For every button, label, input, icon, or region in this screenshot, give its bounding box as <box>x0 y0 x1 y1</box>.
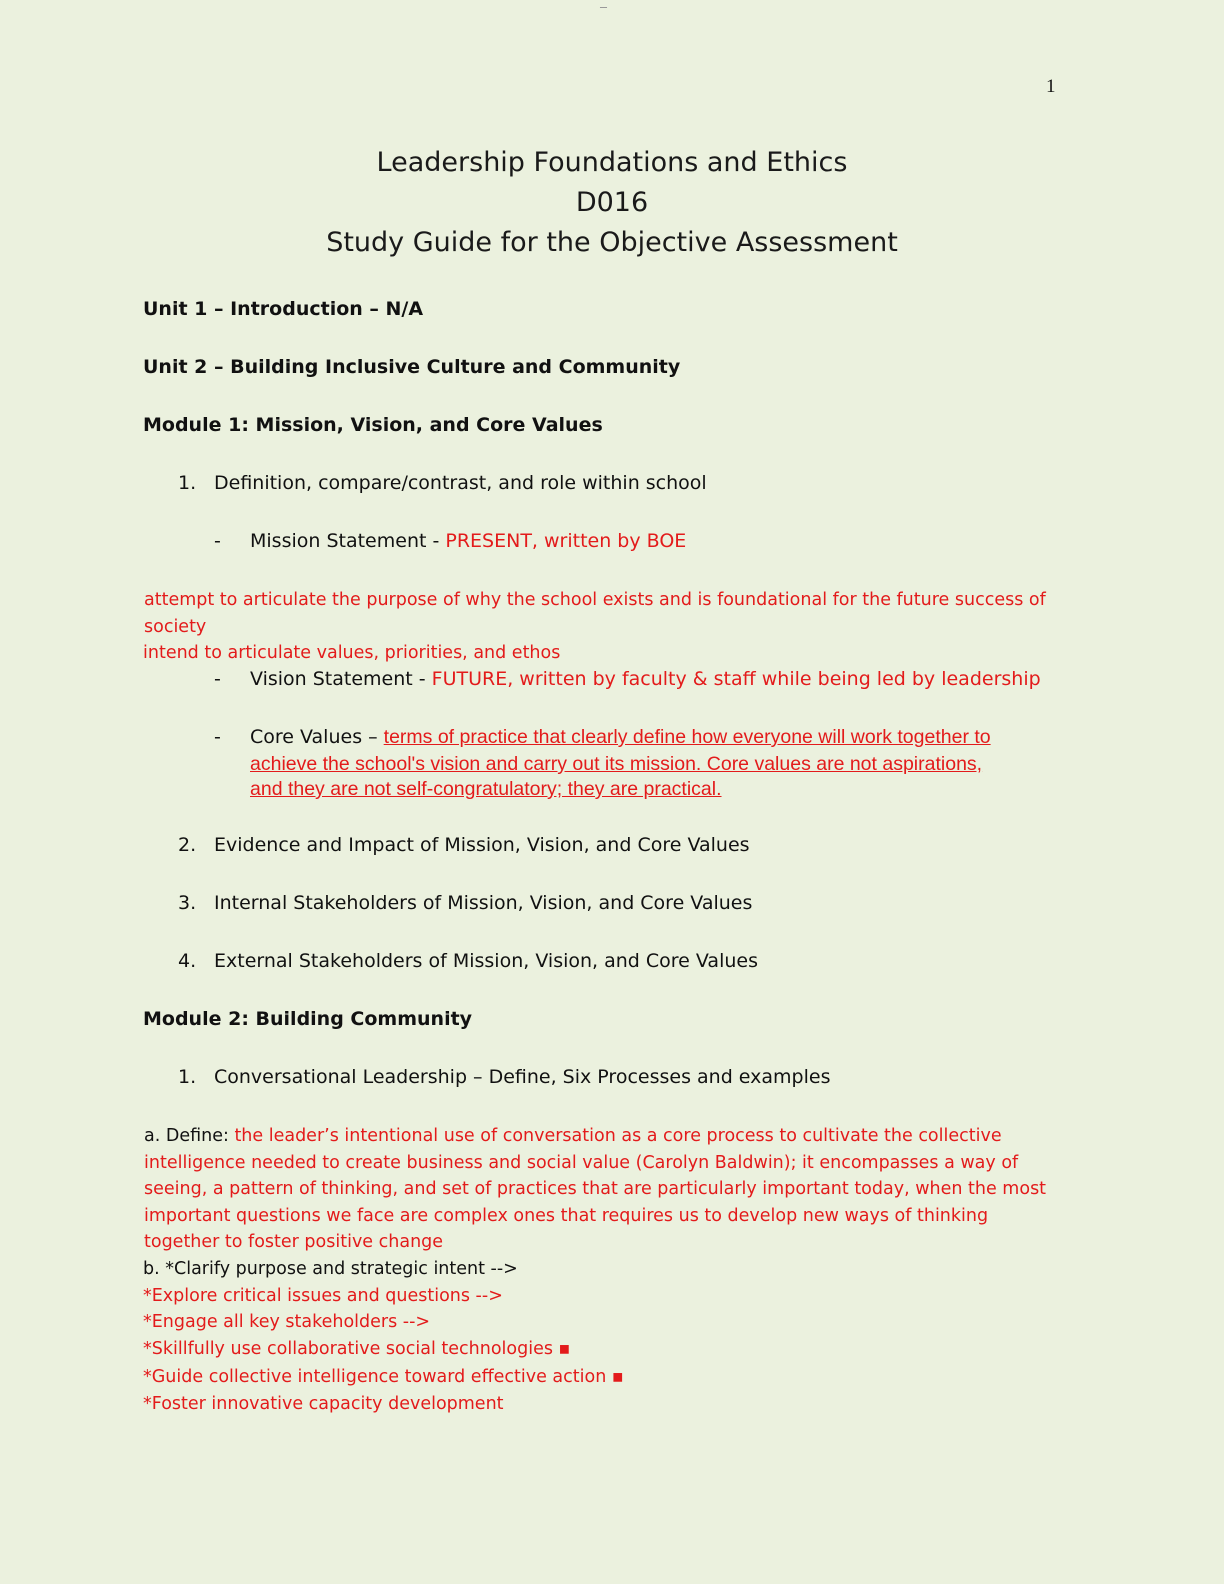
title-line-1: Leadership Foundations and Ethics <box>376 147 848 178</box>
mission-answer: PRESENT, written by BOE <box>445 530 687 552</box>
list-item <box>178 950 758 972</box>
unit-1-heading: Unit 1 – Introduction – N/A <box>143 298 424 320</box>
dash-bullet: - <box>214 530 221 552</box>
page-number: 1 <box>1046 76 1056 97</box>
core-values-item <box>214 726 991 749</box>
dash-bullet: - <box>214 668 221 690</box>
core-values-answer-line-1: terms of practice that clearly define how everyone will work together to <box>383 726 991 748</box>
list-number: 1. <box>178 472 197 494</box>
module-2-heading: Module 2: Building Community <box>143 1008 473 1030</box>
module-1-heading: Module 1: Mission, Vision, and Core Values <box>143 414 603 436</box>
list-number: 1. <box>178 1066 197 1088</box>
define-paragraph <box>144 1123 1064 1256</box>
list-text: Conversational Leadership – Define, Six Processes and examples <box>214 1066 831 1088</box>
list-text: Evidence and Impact of Mission, Vision, and Core Values <box>214 834 750 856</box>
core-values-answer-line-2: achieve the school's vision and carry out its mission. Core values are not aspirations, <box>250 753 983 775</box>
mission-label: Mission Statement - <box>250 530 446 552</box>
top-mark: __ <box>600 0 607 8</box>
list-item <box>178 1066 830 1088</box>
process-item: *Guide collective intelligence toward effective action ▪ <box>143 1367 624 1387</box>
process-b-line: b. *Clarify purpose and strategic intent --> <box>143 1259 518 1279</box>
unit-2-heading: Unit 2 – Building Inclusive Culture and Community <box>143 356 681 378</box>
mission-note-2: intend to articulate values, priorities, and ethos <box>143 643 561 663</box>
mission-note-1: attempt to articulate the purpose of why the school exists and is foundational for the future success of society <box>144 590 1046 637</box>
process-item: *Skillfully use collaborative social technologies ▪ <box>143 1339 571 1359</box>
title-line-2: D016 <box>575 187 649 218</box>
list-item <box>178 834 750 856</box>
core-values-answer-line-3: and they are not self-congratulatory; they are practical. <box>250 778 722 800</box>
process-item: *Foster innovative capacity development <box>143 1394 504 1414</box>
define-text: the leader’s intentional use of conversation as a core process to cultivate the collective intelligence needed to create business and social value (Carolyn Baldwin); it encompasses a way of seeing, a pattern of thinking, and set of practices that are particularly important today, when the most important questions we face are complex ones that requires us to develop new ways of thinking together to foster positive change <box>144 1126 1047 1252</box>
list-text: External Stakeholders of Mission, Vision, and Core Values <box>214 950 758 972</box>
mission-statement-item <box>214 530 686 552</box>
dash-bullet: - <box>214 726 221 748</box>
define-label: a. Define: <box>144 1126 235 1146</box>
title-line-3: Study Guide for the Objective Assessment <box>326 227 898 258</box>
process-item: *Explore critical issues and questions --> <box>143 1286 503 1306</box>
list-text: Internal Stakeholders of Mission, Vision, and Core Values <box>214 892 753 914</box>
list-number: 4. <box>178 950 197 972</box>
document-title <box>0 143 1224 263</box>
list-text: Definition, compare/contrast, and role within school <box>214 472 707 494</box>
list-number: 2. <box>178 834 197 856</box>
list-item <box>178 892 752 914</box>
core-values-label: Core Values – <box>250 726 384 748</box>
vision-answer: FUTURE, written by faculty & staff while being led by leadership <box>431 668 1041 690</box>
vision-statement-item <box>214 668 1041 690</box>
list-item <box>178 472 707 494</box>
process-item: *Engage all key stakeholders --> <box>143 1312 431 1332</box>
list-number: 3. <box>178 892 197 914</box>
vision-label: Vision Statement - <box>250 668 432 690</box>
